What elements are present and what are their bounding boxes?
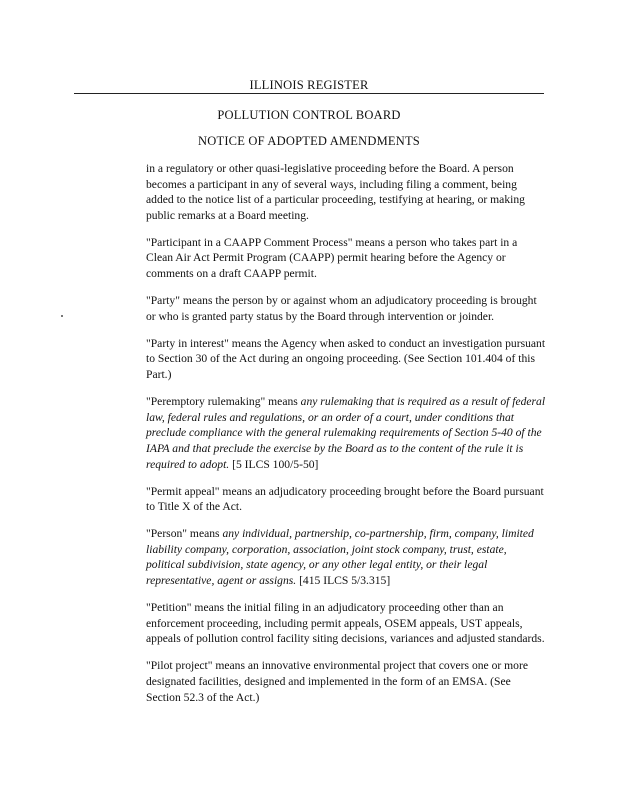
paragraph-pilot-project <box>146 658 546 705</box>
paragraph-text: in a regulatory or other quasi-legislative proceeding before the Board. A person becomes a participant in any of several ways, including filing a comment, being added to the notice list of a particular proceeding, testifying at hearing, or making public remarks at a Board meeting. <box>146 162 525 222</box>
paragraph-participant-continued <box>146 161 546 223</box>
paragraph-person <box>146 526 546 588</box>
paragraph-text: "Person" means <box>146 527 223 541</box>
header-rule <box>74 93 544 94</box>
paragraph-text: "Participant in a CAAPP Comment Process" means a person who takes part in a Clean Air Act Permit Program (CAAPP) permit hearing before the Agency or comments on a draft CAAPP permit. <box>146 235 518 281</box>
paragraph-text: "Pilot project" means an innovative environmental project that covers one or more designated facilities, designed and implemented in the form of an EMSA. (See Section 52.3 of the Act.) <box>146 659 528 704</box>
document-body <box>146 161 546 717</box>
paragraph-peremptory-rulemaking <box>146 394 546 472</box>
paragraph-text: "Party in interest" means the Agency when asked to conduct an investigation pursuant to Section 30 of the Act during an ongoing proceeding. (See Section 101.404 of this Part.) <box>146 336 546 382</box>
paragraph-petition <box>146 600 546 647</box>
paragraph-party <box>146 293 546 324</box>
paragraph-party-in-interest <box>146 336 546 383</box>
paragraph-text: "Party" means the person by or against whom an adjudicatory proceeding is brought or who is granted party status by the Board through intervention or joinder. <box>146 294 537 323</box>
notice-title: NOTICE OF ADOPTED AMENDMENTS <box>198 134 420 148</box>
paragraph-citation: [5 ILCS 100/5-50] <box>229 457 319 471</box>
paragraph-caapp-participant <box>146 235 546 282</box>
register-title: ILLINOIS REGISTER <box>249 78 369 92</box>
paragraph-permit-appeal <box>146 484 546 515</box>
paragraph-text: "Permit appeal" means an adjudicatory proceeding brought before the Board pursuant to Title X of the Act. <box>146 484 544 514</box>
paragraph-text: "Petition" means the initial filing in an adjudicatory proceeding other than an enforcement proceeding, including permit appeals, OSEM appeals, UST appeals, appeals of pollution control facility siting decisions, variances and adjusted standards. <box>146 601 545 646</box>
paragraph-text: "Peremptory rulemaking" means <box>146 395 301 409</box>
scan-mark <box>61 315 63 317</box>
paragraph-italic-text: any individual, partnership, co-partnership, firm, company, limited liability company, corporation, association, joint stock company, trust, estate, political subdivision, state agency, or any other legal entity, or their legal representative, agent or assigns. <box>146 527 534 588</box>
paragraph-italic-text: any rulemaking that is required as a result of federal law, federal rules and regulations, or an order of a court, under conditions that preclude compliance with the general rulemaking requirements of Section 5-40 of the IAPA and that preclude the exercise by the Board as to the content of the rule it is required to adopt. <box>146 395 546 471</box>
board-name: POLLUTION CONTROL BOARD <box>217 108 401 122</box>
paragraph-citation: [415 ILCS 5/3.315] <box>296 574 391 588</box>
